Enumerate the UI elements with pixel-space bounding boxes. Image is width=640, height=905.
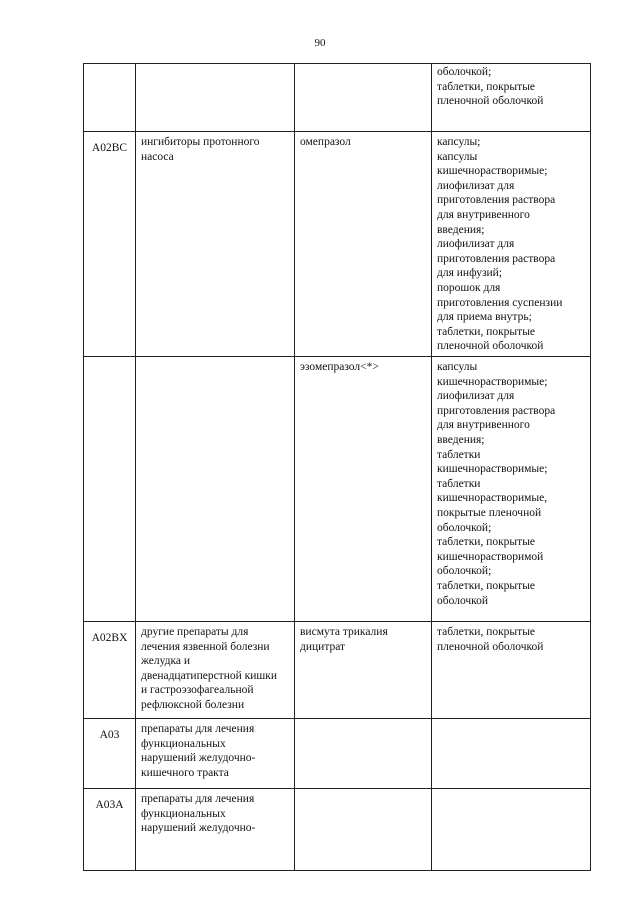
table-row	[84, 719, 591, 789]
drug-name-cell	[295, 719, 432, 789]
cell-text-line: A03A	[95, 799, 124, 811]
cell-text-line: для внутривенного	[437, 419, 530, 432]
cell-text-line: таблетки, покрытые	[437, 536, 536, 549]
cell-text-line: лиофилизат для	[437, 179, 515, 192]
drug-table	[83, 63, 591, 871]
cell-text-line: для приема внутрь;	[437, 311, 532, 324]
cell-text-line: пленочной оболочкой	[437, 340, 544, 353]
cell-text-line: и гастроэзофагеальной	[141, 684, 254, 697]
page-number: 90	[314, 37, 326, 49]
cell-text-line: кишечнорастворимой	[437, 550, 544, 563]
cell-text-line: висмута трикалия	[300, 626, 388, 638]
group-name-cell	[136, 132, 295, 357]
drug-name-cell	[295, 622, 432, 719]
cell-text-line: введения;	[437, 433, 485, 446]
table-row	[84, 622, 591, 719]
atc-code-cell	[84, 789, 136, 871]
cell-text-line: капсулы	[437, 150, 478, 163]
cell-text-line: пленочной оболочкой	[437, 95, 544, 108]
cell-text-line: таблетки, покрытые	[437, 579, 536, 592]
atc-code-cell	[84, 719, 136, 789]
cell-text-line: функциональных	[141, 737, 226, 750]
cell-text-line: ингибиторы протонного	[141, 136, 260, 148]
atc-code-cell	[84, 357, 136, 622]
cell-text-line: пленочной оболочкой	[437, 640, 544, 653]
cell-text-line: лиофилизат для	[437, 238, 515, 251]
cell-text-line: кишечного тракта	[141, 766, 229, 779]
cell-text-line: таблетки	[437, 477, 481, 490]
cell-text-line: лечения язвенной болезни	[141, 640, 270, 653]
cell-text-line: приготовления суспензии	[437, 296, 563, 309]
cell-text-line: нарушений желудочно-	[141, 752, 256, 765]
cell-text-line: покрытые пленочной	[437, 506, 542, 519]
cell-text-line: порошок для	[437, 281, 501, 294]
table-row	[84, 357, 591, 622]
cell-text-line: A02BC	[91, 142, 128, 154]
cell-text-line: желудка и	[141, 655, 191, 668]
cell-text-line: функциональных	[141, 807, 226, 820]
table-row	[84, 64, 591, 132]
cell-text-line: оболочкой;	[437, 66, 492, 78]
group-name-cell	[136, 64, 295, 132]
dosage-form-cell	[432, 357, 591, 622]
group-name-cell	[136, 622, 295, 719]
dosage-form-cell	[432, 622, 591, 719]
dosage-form-cell	[432, 64, 591, 132]
table-row	[84, 789, 591, 871]
cell-text-line: препараты для лечения	[141, 793, 255, 805]
cell-text-line: A03	[99, 729, 120, 741]
cell-text-line: для внутривенного	[437, 208, 530, 221]
cell-text-line: капсулы;	[437, 136, 481, 148]
cell-text-line: таблетки, покрытые	[437, 80, 536, 93]
atc-code-cell	[84, 64, 136, 132]
cell-text-line: кишечнорастворимые;	[437, 463, 548, 476]
cell-text-line: нарушений желудочно-	[141, 822, 256, 835]
dosage-form-cell	[432, 719, 591, 789]
group-name-cell	[136, 357, 295, 622]
cell-text-line: таблетки	[437, 448, 481, 461]
cell-text-line: таблетки, покрытые	[437, 626, 536, 638]
cell-text-line: приготовления раствора	[437, 252, 556, 265]
dosage-form-cell	[432, 789, 591, 871]
drug-name-cell	[295, 64, 432, 132]
drug-name-cell	[295, 132, 432, 357]
cell-text-line: эзомепразол<*>	[300, 361, 379, 373]
group-name-cell	[136, 789, 295, 871]
cell-text-line: оболочкой	[437, 594, 489, 607]
cell-text-line: кишечнорастворимые;	[437, 165, 548, 178]
group-name-cell	[136, 719, 295, 789]
cell-text-line: введения;	[437, 223, 485, 236]
drug-name-cell	[295, 789, 432, 871]
cell-text-line: другие препараты для	[141, 626, 249, 638]
cell-text-line: насоса	[141, 150, 174, 163]
cell-text-line: таблетки, покрытые	[437, 325, 536, 338]
atc-code-cell	[84, 132, 136, 357]
cell-text-line: для инфузий;	[437, 267, 503, 280]
cell-text-line: приготовления раствора	[437, 404, 556, 417]
cell-text-line: A02BX	[91, 632, 128, 644]
drug-name-cell	[295, 357, 432, 622]
cell-text-line: кишечнорастворимые;	[437, 375, 548, 388]
atc-code-cell	[84, 622, 136, 719]
cell-text-line: препараты для лечения	[141, 723, 255, 735]
cell-text-line: оболочкой;	[437, 565, 492, 578]
cell-text-line: рефлюксной болезни	[141, 698, 245, 711]
dosage-form-cell	[432, 132, 591, 357]
cell-text-line: капсулы	[437, 361, 478, 373]
cell-text-line: омепразол	[300, 136, 351, 148]
cell-text-line: приготовления раствора	[437, 194, 556, 207]
table-row	[84, 132, 591, 357]
cell-text-line: кишечнорастворимые,	[437, 492, 548, 505]
cell-text-line: оболочкой;	[437, 521, 492, 534]
cell-text-line: дицитрат	[300, 640, 346, 653]
cell-text-line: лиофилизат для	[437, 390, 515, 403]
cell-text-line: двенадцатиперстной кишки	[141, 669, 277, 682]
